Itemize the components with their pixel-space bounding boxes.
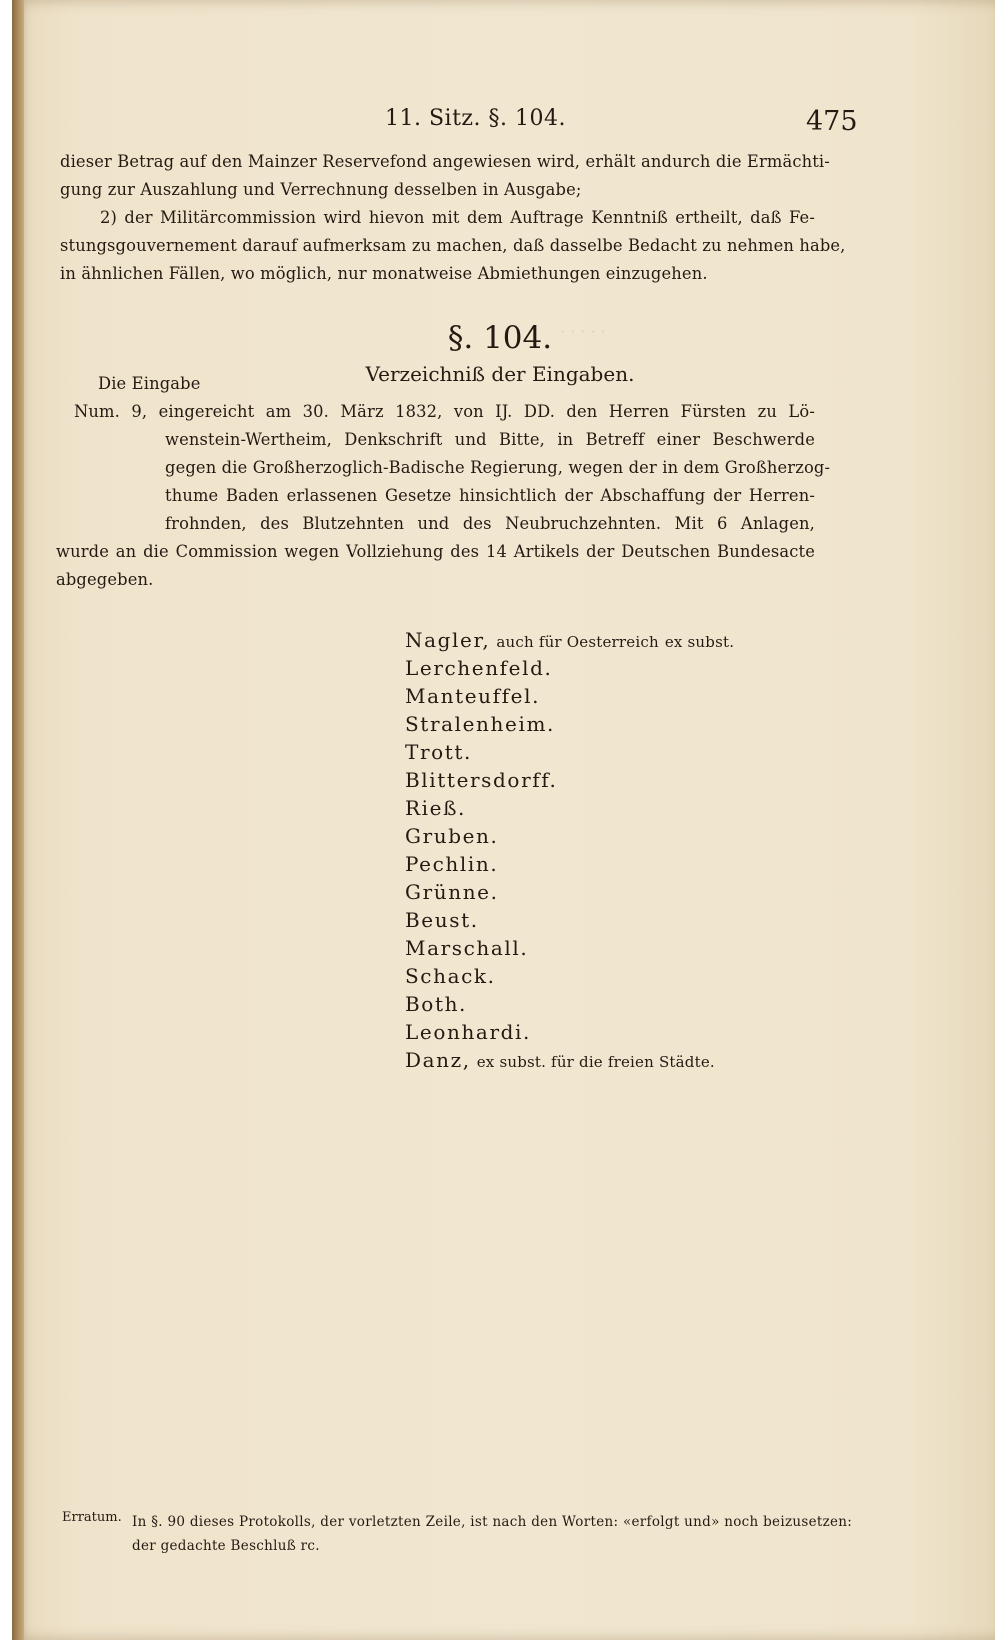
signatory — [405, 908, 479, 932]
running-header: 11. Sitz. §. 104. — [385, 106, 566, 131]
signatory-name: Rieß. — [405, 796, 467, 820]
signatory-name: Stralenheim. — [405, 712, 555, 736]
signatory-name: Gruben. — [405, 824, 499, 848]
signatory — [405, 684, 540, 708]
signatory-name: Pechlin. — [405, 852, 499, 876]
signatory-name: Lerchenfeld. — [405, 656, 553, 680]
continuation-line: stungsgouvernement darauf aufmerksam zu machen, daß dasselbe Bedacht zu nehmen habe, — [60, 236, 846, 255]
erratum-label: Erratum. — [62, 1510, 122, 1525]
signatory — [405, 1048, 715, 1072]
paragraph-title: Verzeichniß der Eingaben. — [365, 362, 635, 386]
signatory — [405, 768, 557, 792]
binding-edge — [12, 0, 24, 1640]
signatory — [405, 964, 496, 988]
signatory — [405, 656, 552, 680]
signatory-name: Blittersdorff. — [405, 768, 558, 792]
signatory-name: Manteuffel. — [405, 684, 541, 708]
signatory — [405, 992, 467, 1016]
submission-intro: Die Eingabe — [98, 374, 201, 393]
show-through: · · · · · — [560, 322, 606, 341]
signatory — [405, 712, 555, 736]
signatory — [405, 936, 528, 960]
signatory-name: Nagler, — [405, 628, 491, 652]
signatory-name: Danz, — [405, 1048, 471, 1072]
signatory-name: Schack. — [405, 964, 496, 988]
signatory-name: Beust. — [405, 908, 479, 932]
continuation-line: in ähnlichen Fällen, wo möglich, nur monatweise Abmiethungen einzugehen. — [60, 264, 708, 283]
signatory — [405, 740, 472, 764]
erratum-text: der gedachte Beschluß rc. — [132, 1538, 320, 1554]
paragraph-number: §. 104. — [447, 320, 553, 356]
signatory — [405, 880, 499, 904]
submission-line: frohnden, des Blutzehnten und des Neubruchzehnten. Mit 6 Anlagen, — [165, 514, 815, 533]
submission-line: Num. 9, eingereicht am 30. März 1832, von IJ. DD. den Herren Fürsten zu Lö- — [74, 402, 815, 421]
signatory — [405, 852, 498, 876]
signatory-name: Marschall. — [405, 936, 529, 960]
signatory-name: Both. — [405, 992, 468, 1016]
signatory-note: auch für Oesterreich — [496, 633, 659, 651]
page-number: 475 — [806, 106, 858, 137]
signatory — [405, 1020, 531, 1044]
submission-line: thume Baden erlassenen Gesetze hinsichtlich der Abschaffung der Herren- — [165, 486, 815, 505]
signatory-name: Trott. — [405, 740, 472, 764]
submission-line: abgegeben. — [56, 570, 154, 589]
signatory-name: Leonhardi. — [405, 1020, 531, 1044]
erratum-text: In §. 90 dieses Protokolls, der vorletzten Zeile, ist nach den Worten: «erfolgt und» noch beizusetzen: — [132, 1514, 853, 1530]
submission-line: wenstein-Wertheim, Denkschrift und Bitte, in Betreff einer Beschwerde — [165, 430, 815, 449]
signatory — [405, 796, 466, 820]
continuation-line: dieser Betrag auf den Mainzer Reservefond angewiesen wird, erhält andurch die Ermächti- — [60, 152, 830, 171]
signatory-note: ex subst. für die freien Städte. — [476, 1053, 715, 1071]
submission-line: gegen die Großherzoglich-Badische Regierung, wegen der in dem Großherzog- — [165, 458, 831, 477]
signatory-ex-subst: ex subst. — [664, 633, 735, 651]
signatory — [405, 628, 734, 652]
signatory-name: Grünne. — [405, 880, 499, 904]
continuation-line: 2) der Militärcommission wird hievon mit dem Auftrage Kenntniß ertheilt, daß Fe- — [100, 208, 815, 227]
submission-line: wurde an die Commission wegen Vollziehung des 14 Artikels der Deutschen Bundesacte — [56, 542, 815, 561]
continuation-line: gung zur Auszahlung und Verrechnung desselben in Ausgabe; — [60, 180, 582, 199]
signatory — [405, 824, 499, 848]
